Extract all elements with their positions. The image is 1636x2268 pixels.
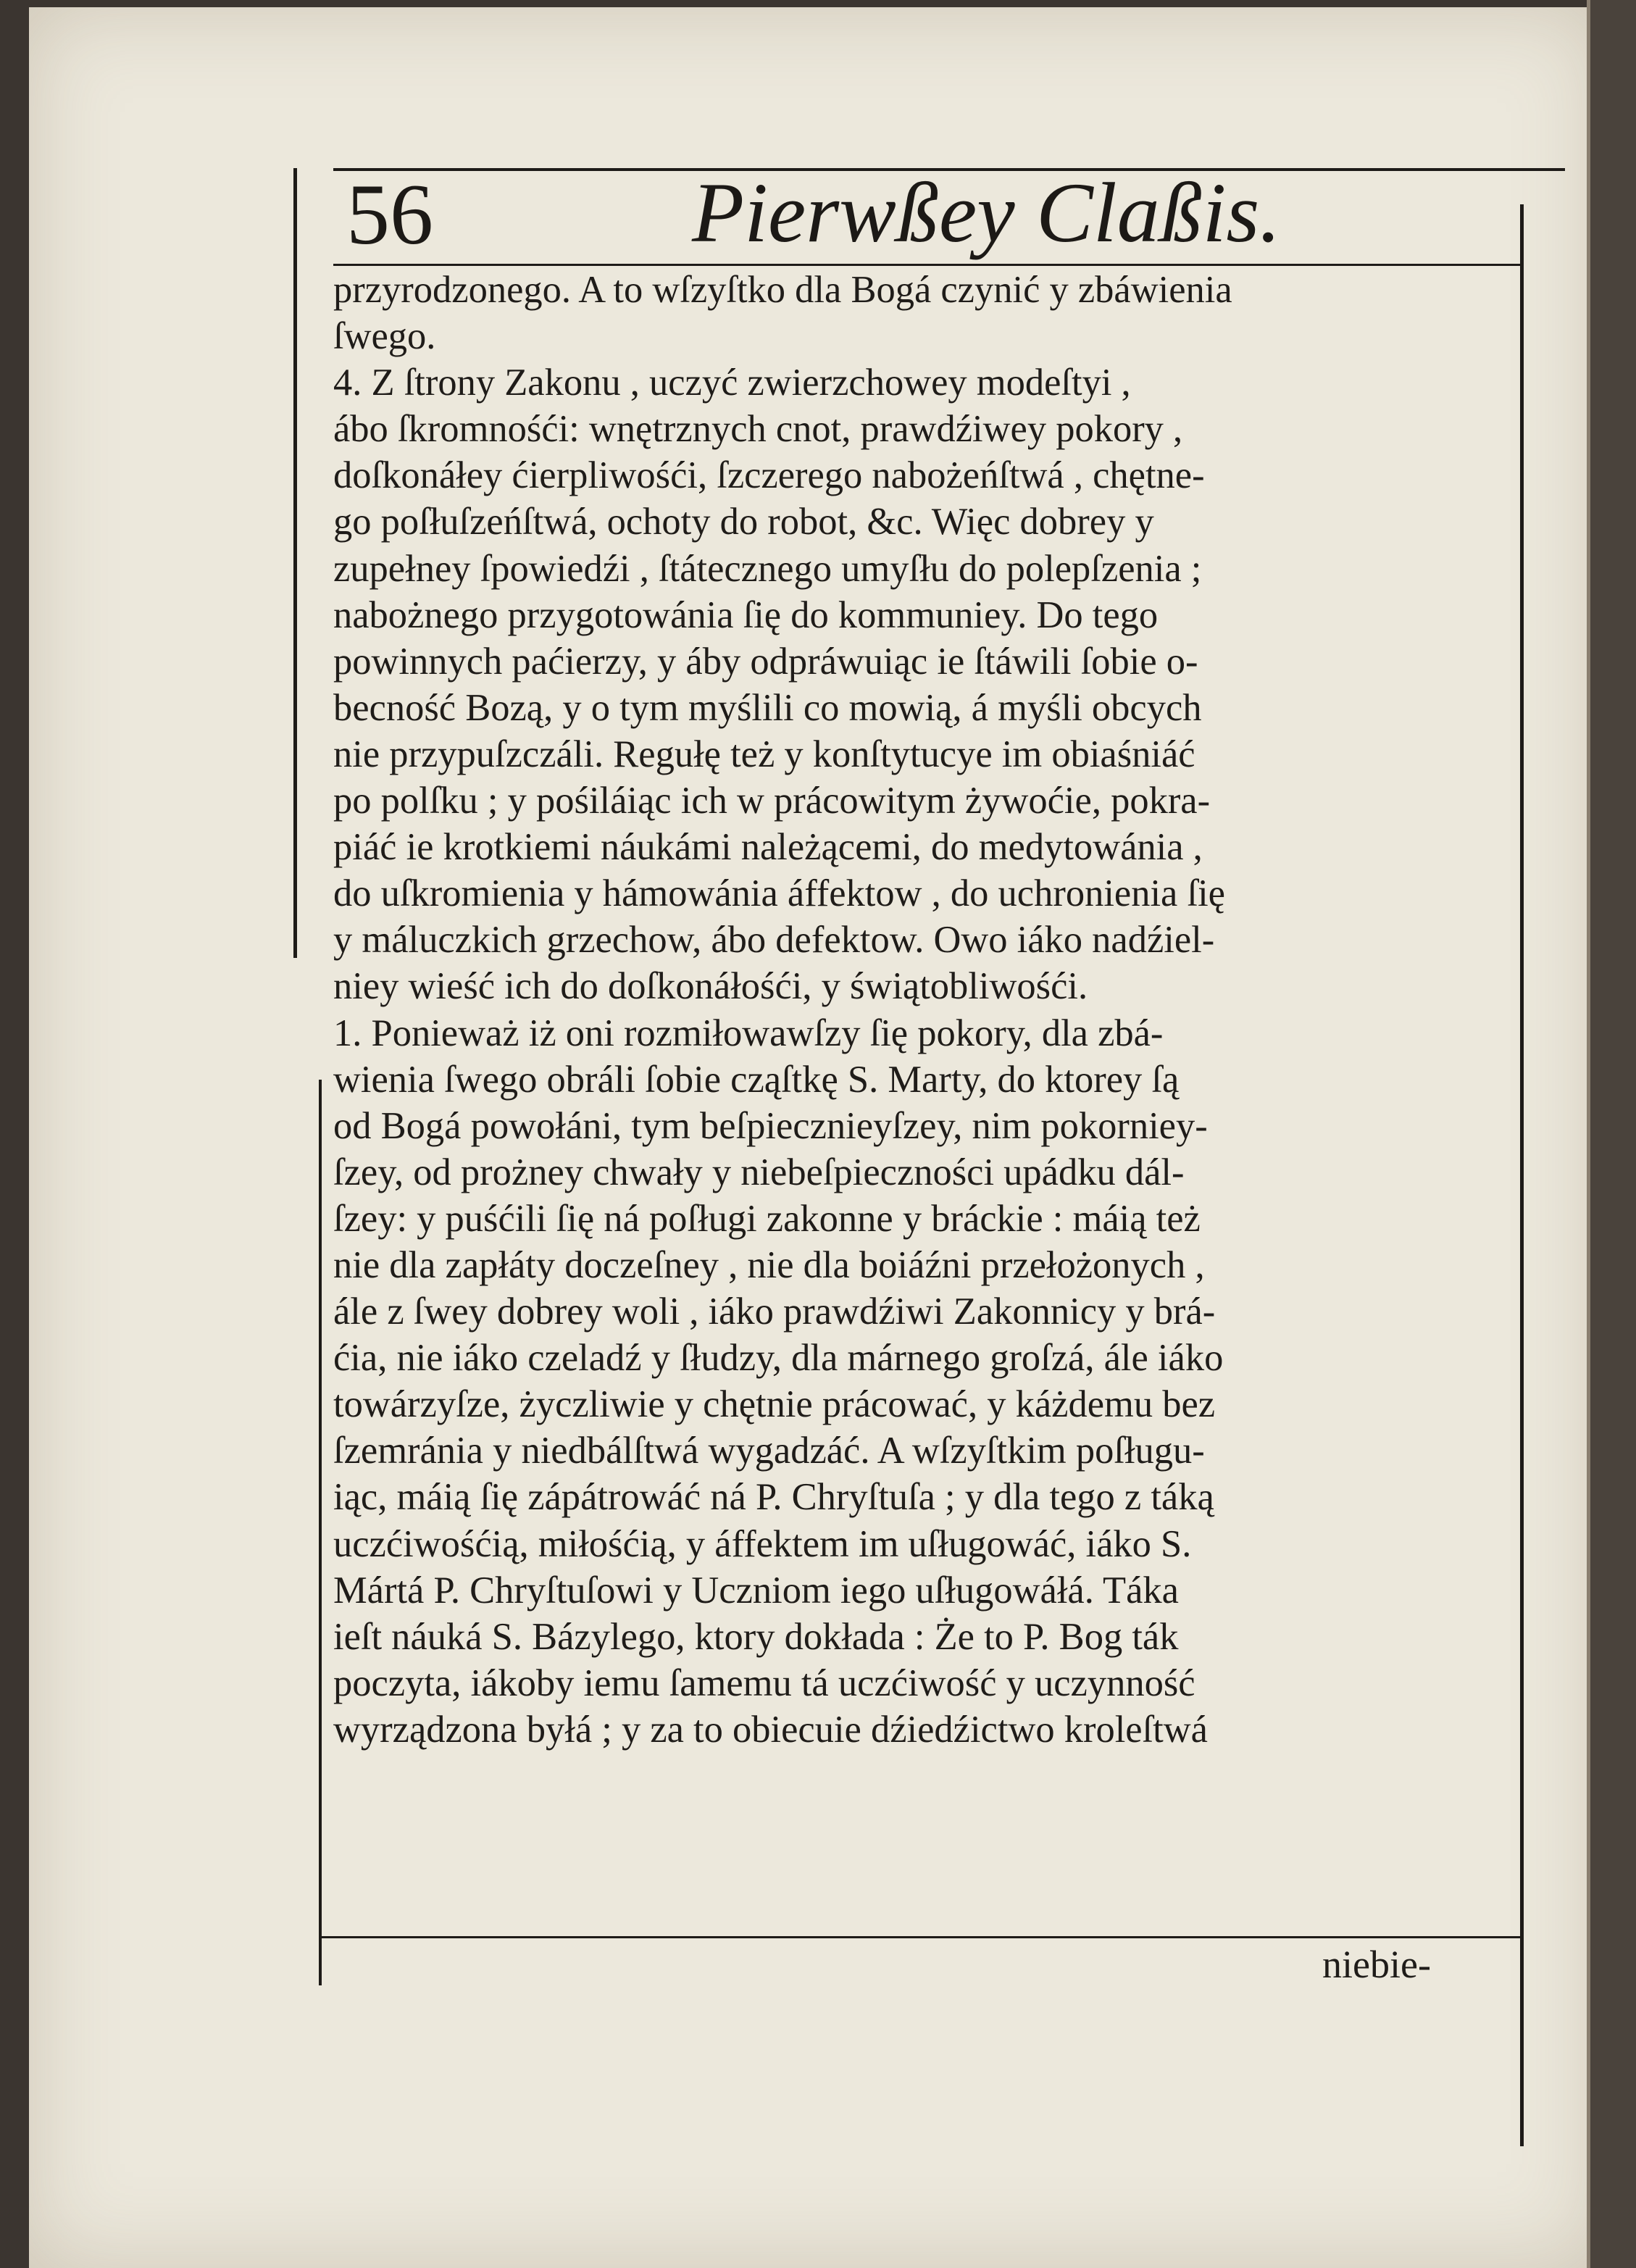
text-line: nabożnego przygotowánia ſię do kommuniey. Do tego (333, 593, 1159, 636)
frame-bottom-rule (319, 1936, 1522, 1938)
page-number: 56 (346, 166, 433, 262)
text-line: Mártá P. Chryſtuſowi y Uczniom iego uſługowáłá. Táka (333, 1569, 1179, 1612)
text-line: ále z ſwey dobrey woli , iáko prawdźiwi Zakonnicy y brá- (333, 1291, 1216, 1333)
text-line: nie dla zapłáty doczeſney , nie dla boiáźni przełożonych , (333, 1243, 1205, 1286)
text-line: 4. Z ſtrony Zakonu , uczyć zwierzchowey modeſtyi , (333, 362, 1131, 404)
text-line: iąc, máią ſię zápátrowáć ná P. Chryſtuſa ; y dla tego z táką (333, 1476, 1214, 1519)
text-line: 1. Ponieważ iż oni rozmiłowawſzy ſię pokory, dla zbá- (333, 1012, 1164, 1054)
text-line: ſzey: y puśćili ſię ná poſługi zakonne y bráckie : máią też (333, 1197, 1201, 1240)
text-line: ſwego. (333, 315, 436, 358)
text-line: przyrodzonego. A to wſzyſtko dla Bogá czynić y zbáwienia (333, 269, 1232, 311)
text-line: do uſkromienia y hámowánia áffektow , do uchronienia ſię (333, 872, 1225, 915)
text-line: uczćiwośćią, miłośćią, y áffektem im uſługowáć, iáko S. (333, 1522, 1192, 1565)
text-line: wyrządzona byłá ; y za to obiecuie dźiedźictwo kroleſtwá (333, 1708, 1208, 1751)
book-spine (1590, 0, 1636, 2268)
text-line: y máluczkich grzechow, ábo defektow. Owo iáko nadźiel- (333, 919, 1215, 962)
text-line: nie przypuſzczáli. Regułę też y konſtytucye im obiaśniáć (333, 733, 1195, 775)
text-line: wienia ſwego obráli ſobie cząſtkę S. Marty, do ktorey ſą (333, 1058, 1180, 1101)
text-line: piáć ie krotkiemi náukámi należącemi, do medytowánia , (333, 826, 1203, 869)
frame-left-rule (293, 168, 297, 958)
text-line: go poſłuſzeńſtwá, ochoty do robot, &c. Więc dobrey y (333, 501, 1154, 543)
text-line: zupełney ſpowiedźi , ſtátecznego umyſłu do polepſzenia ; (333, 547, 1202, 590)
text-line: niey wieść ich do doſkonáłośći, y świątobliwośći. (333, 965, 1088, 1008)
text-line: po polſku ; y pośiláiąc ich w prácowitym żywoćie, pokra- (333, 780, 1211, 822)
text-line: towárzyſze, życzliwie y chętnie prácować, y káżdemu bez (333, 1383, 1216, 1426)
text-line: powinnych paćierzy, y áby odpráwuiąc ie ſtáwili ſobie o- (333, 640, 1198, 683)
header-rule (333, 264, 1522, 266)
text-line: od Bogá powołáni, tym beſpiecznieyſzey, nim pokorniey- (333, 1104, 1208, 1147)
text-line: ćia, nie iáko czeladź y ſłudzy, dla márnego groſzá, ále iáko (333, 1337, 1224, 1380)
text-line: ſzemránia y niedbálſtwá wygadzáć. A wſzyſtkim poſługu- (333, 1430, 1205, 1472)
catchword: niebie- (1322, 1943, 1431, 1986)
text-line: poczyta, iákoby iemu ſamemu tá uczćiwość y uczynność (333, 1662, 1195, 1704)
text-line: doſkonáłey ćierpliwośći, ſzczerego nabożeńſtwá , chętne- (333, 454, 1205, 497)
text-line: ſzey, od prożney chwały y niebeſpieczności upádku dál- (333, 1151, 1185, 1193)
frame-left-rule-lower (319, 1080, 322, 1985)
text-line: ábo ſkromnośći: wnętrznych cnot, prawdźiwey pokory , (333, 408, 1183, 451)
running-title: Pierwßey Claßis. (692, 165, 1281, 260)
body-text (333, 267, 1522, 1753)
text-line: becność Bozą, y o tym myślili co mowią, á myśli obcych (333, 686, 1202, 729)
text-line: ieſt náuká S. Bázylego, ktory dokłada : Że to P. Bog ták (333, 1615, 1179, 1658)
